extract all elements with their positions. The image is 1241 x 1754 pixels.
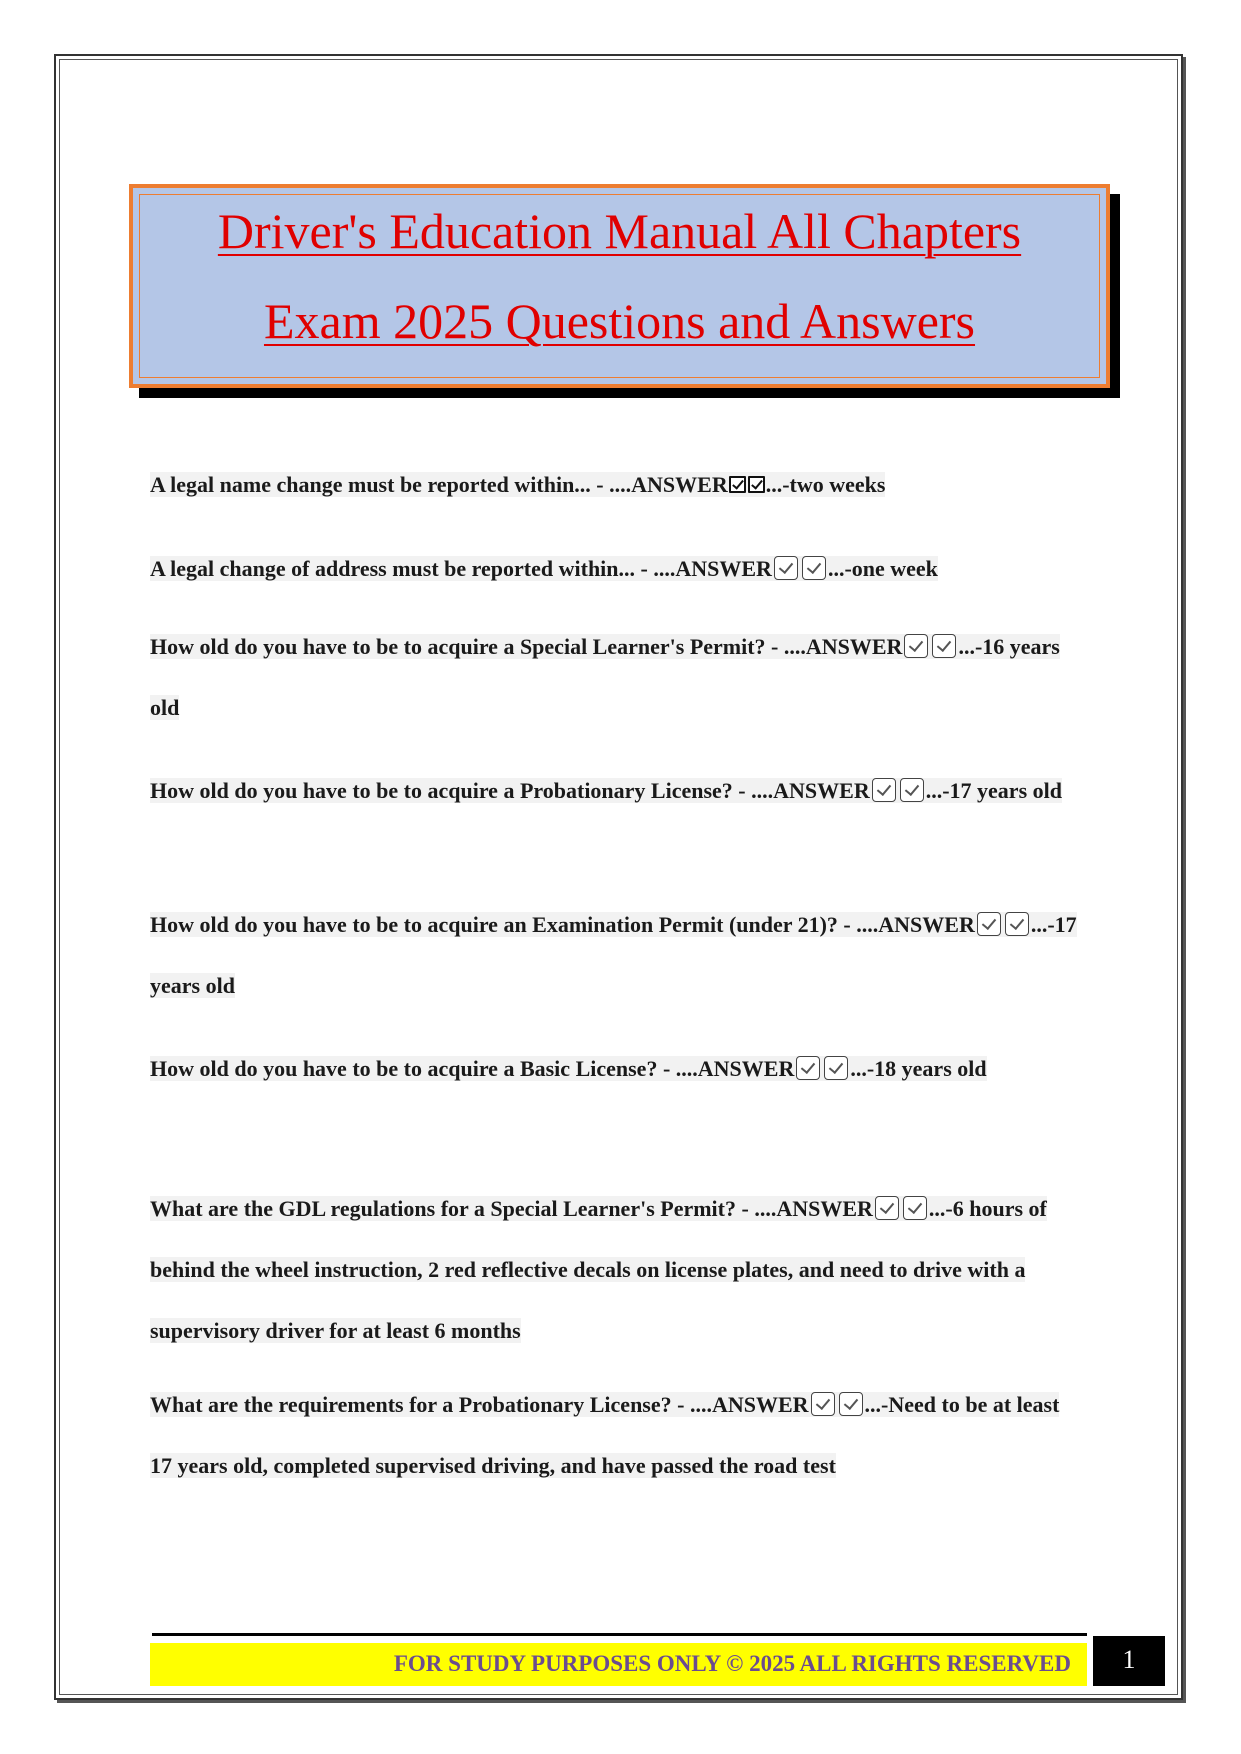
answer-suffix: ...	[958, 634, 975, 659]
qa-item	[150, 1374, 1080, 1496]
answer-marker: ....ANSWER	[856, 912, 975, 937]
qa-item	[150, 760, 1080, 821]
check-mark-icon	[802, 556, 826, 580]
qa-item	[150, 454, 1080, 515]
check-mark-icon	[875, 1196, 899, 1220]
answer-suffix: ...	[850, 1056, 867, 1081]
check-mark-icon	[774, 556, 798, 580]
answer-marker: ....ANSWER	[609, 472, 728, 497]
check-mark-icon	[977, 912, 1001, 936]
question-text: How old do you have to be to acquire an Examination Permit (under 21)? -	[150, 912, 857, 937]
qa-item	[150, 616, 1080, 738]
check-mark-icon	[811, 1392, 835, 1416]
qa-item	[150, 538, 1080, 599]
answer-suffix: ...	[765, 472, 783, 497]
question-text: What are the requirements for a Probationary License? -	[150, 1392, 690, 1417]
title-line-2: Exam 2025 Questions and Answers	[263, 293, 976, 349]
page-number: 1	[1093, 1636, 1165, 1686]
question-text: What are the GDL regulations for a Special Learner's Permit? -	[150, 1196, 755, 1221]
answer-marker: ....ANSWER	[689, 1392, 809, 1417]
answer-text: -Need to be at least 17 years old, completed supervised driving, and have passed the road test	[150, 1392, 1060, 1478]
answer-suffix: ...	[1030, 912, 1048, 937]
answer-text: -18 years old	[866, 1056, 987, 1081]
footer-rule	[152, 1633, 1087, 1636]
check-mark-icon	[872, 778, 896, 802]
answer-marker: ....ANSWER	[751, 778, 870, 803]
answer-marker: ....ANSWER	[653, 556, 772, 581]
question-text: A legal change of address must be reported within... -	[150, 556, 654, 581]
answer-marker: ....ANSWER	[754, 1196, 873, 1221]
answer-text: -17 years old	[942, 778, 1062, 803]
answer-suffix: ...	[827, 556, 845, 581]
check-mark-icon	[796, 1056, 820, 1080]
answer-marker: ....ANSWER	[783, 634, 903, 659]
check-mark-icon	[824, 1056, 848, 1080]
check-mark-icon	[932, 634, 956, 658]
answer-marker: ....ANSWER	[675, 1056, 795, 1081]
qa-item	[150, 894, 1080, 1016]
check-mark-icon	[1005, 912, 1029, 936]
question-text: How old do you have to be to acquire a Special Learner's Permit? -	[150, 634, 784, 659]
answer-text: -16 years old	[150, 634, 1060, 720]
question-text: How old do you have to be to acquire a Probationary License? -	[150, 778, 752, 803]
check-mark-icon	[839, 1392, 863, 1416]
qa-item	[150, 1038, 1080, 1099]
checked-box-icon	[748, 476, 765, 493]
answer-suffix: ...	[925, 778, 943, 803]
footer-bar	[150, 1643, 1087, 1686]
question-text: A legal name change must be reported within... -	[150, 472, 610, 497]
answer-text: -6 hours of behind the wheel instruction, 2 red reflective decals on license plates, and need to drive with a supervisory driver for at least 6 months	[150, 1196, 1047, 1343]
answer-text: -two weeks	[782, 472, 886, 497]
answer-text: -17 years old	[150, 912, 1077, 998]
checked-box-icon	[729, 476, 746, 493]
answer-suffix: ...	[864, 1392, 882, 1417]
answer-suffix: ...	[928, 1196, 946, 1221]
answer-text: -one week	[844, 556, 938, 581]
check-mark-icon	[900, 778, 924, 802]
question-text: How old do you have to be to acquire a Basic License? -	[150, 1056, 676, 1081]
title-box	[129, 184, 1110, 388]
title-line-1: Driver's Education Manual All Chapters	[217, 203, 1022, 259]
check-mark-icon	[903, 1196, 927, 1220]
footer-text: FOR STUDY PURPOSES ONLY © 2025 ALL RIGHTS RESERVED	[393, 1651, 1071, 1676]
qa-item	[150, 1178, 1080, 1361]
check-mark-icon	[904, 634, 928, 658]
